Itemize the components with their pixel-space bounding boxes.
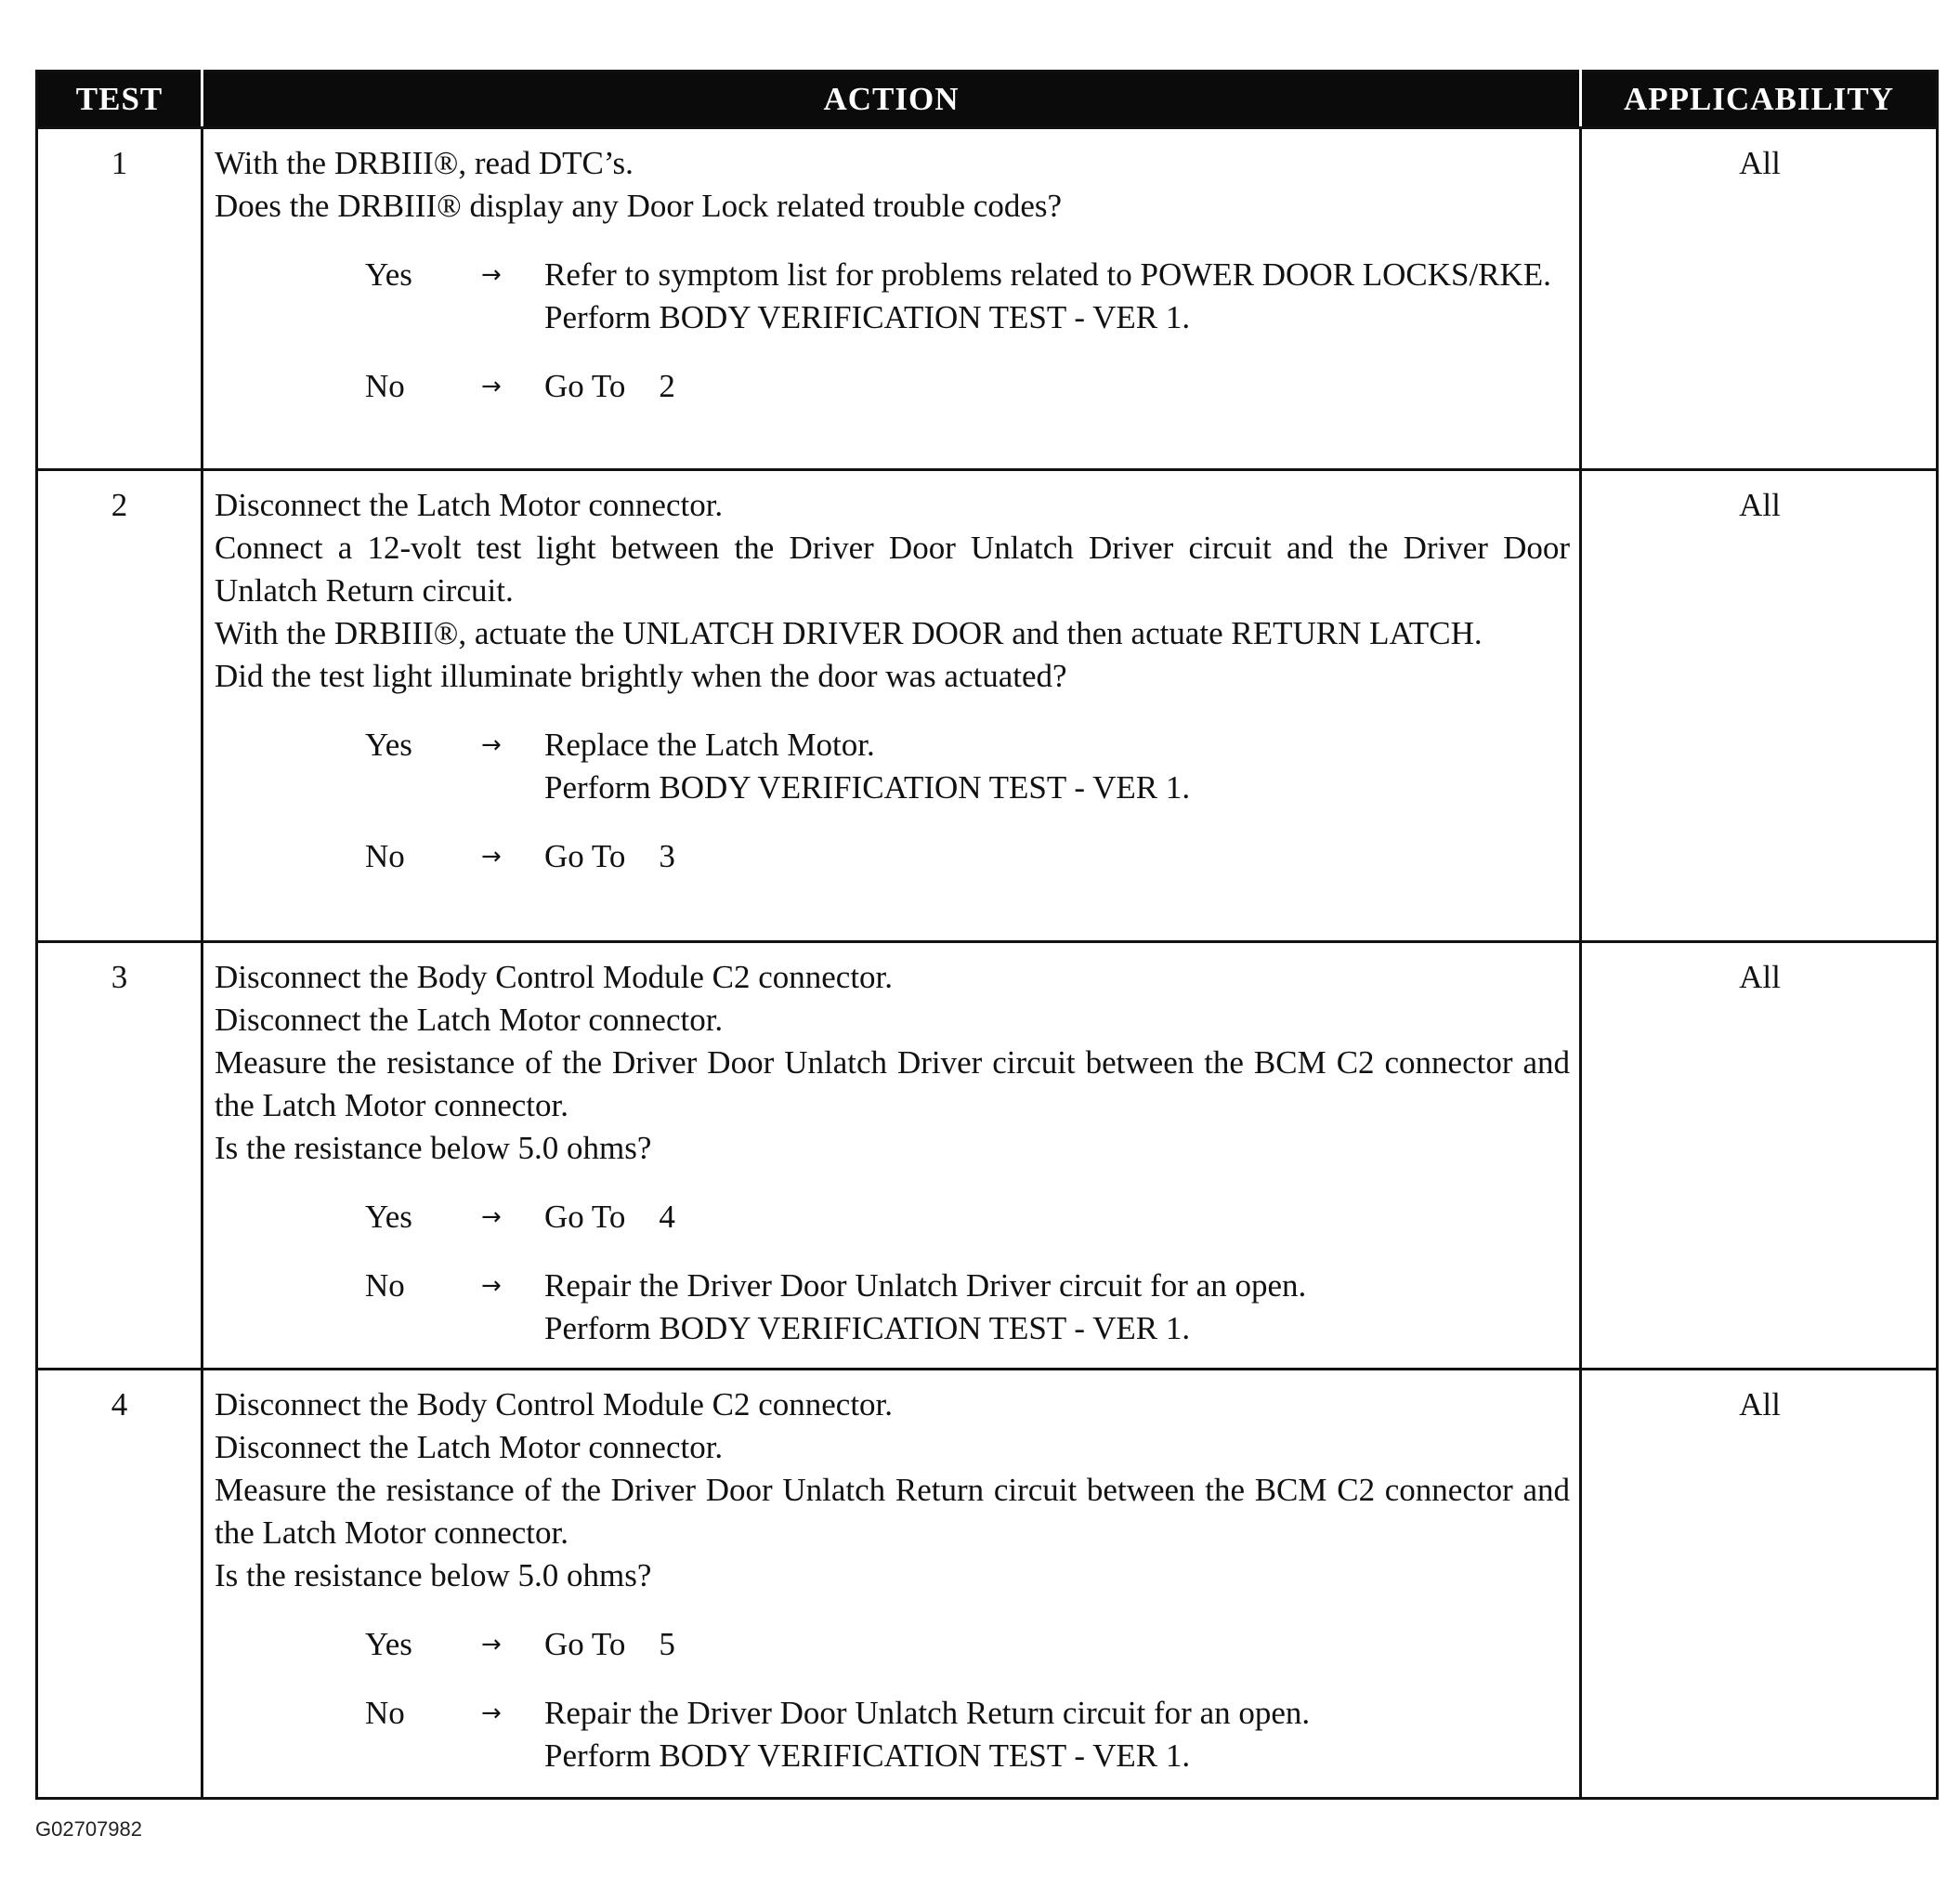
applicability-cell: All <box>1581 1370 1938 1799</box>
goto-step-number: 3 <box>659 838 675 874</box>
yes-label: Yes <box>365 1199 412 1235</box>
table-row <box>37 128 1938 470</box>
right-arrow-icon: → <box>481 1699 502 1727</box>
goto-step-number: 5 <box>659 1626 675 1662</box>
action-cell <box>203 942 1581 1370</box>
yes-result <box>544 254 1570 339</box>
no-branch <box>215 835 1570 878</box>
action-step: Disconnect the Body Control Module C2 connector. <box>215 1386 894 1422</box>
yes-branch <box>215 254 1570 339</box>
goto-step-number: 4 <box>659 1199 675 1235</box>
test-number: 3 <box>37 942 203 1370</box>
yes-label: Yes <box>365 1626 412 1662</box>
test-number: 4 <box>37 1370 203 1799</box>
result-line: Repair the Driver Door Unlatch Return circuit for an open. <box>544 1695 1311 1731</box>
right-arrow-icon: → <box>481 261 502 289</box>
no-result <box>544 365 1570 408</box>
action-cell <box>203 1370 1581 1799</box>
table-row <box>37 470 1938 942</box>
applicability-cell: All <box>1581 942 1938 1370</box>
figure-id: G02707982 <box>35 1817 142 1841</box>
result-line: Refer to symptom list for problems related to POWER DOOR LOCKS/RKE. <box>544 256 1551 293</box>
action-step: Measure the resistance of the Driver Door Unlatch Driver circuit between the BCM C2 connector and the Latch Motor connector. <box>215 1044 1570 1123</box>
action-step: Measure the resistance of the Driver Door Unlatch Return circuit between the BCM C2 connector and the Latch Motor connector. <box>215 1472 1570 1551</box>
goto-text: Go To <box>544 368 626 404</box>
no-label: No <box>365 1267 405 1304</box>
no-branch <box>215 1692 1570 1777</box>
header-row <box>37 72 1938 128</box>
right-arrow-icon: → <box>481 373 502 400</box>
yes-result <box>544 724 1570 809</box>
action-cell <box>203 470 1581 942</box>
action-step: Is the resistance below 5.0 ohms? <box>215 1557 652 1593</box>
yes-result <box>544 1196 1570 1239</box>
right-arrow-icon: → <box>481 731 502 759</box>
yes-label: Yes <box>365 727 412 763</box>
result-line: Repair the Driver Door Unlatch Driver circuit for an open. <box>544 1267 1307 1304</box>
result-line: Perform BODY VERIFICATION TEST - VER 1. <box>544 1737 1191 1774</box>
no-result <box>544 835 1570 878</box>
action-step: Disconnect the Latch Motor connector. <box>215 1002 724 1038</box>
right-arrow-icon: → <box>481 1203 502 1231</box>
no-label: No <box>365 838 405 874</box>
yes-label: Yes <box>365 256 412 293</box>
goto-text: Go To <box>544 838 626 874</box>
no-branch <box>215 1265 1570 1350</box>
no-label: No <box>365 1695 405 1731</box>
table-header <box>37 72 1938 128</box>
header-action: ACTION <box>203 72 1581 128</box>
yes-branch <box>215 1196 1570 1239</box>
header-applicability: APPLICABILITY <box>1581 72 1938 128</box>
result-line: Perform BODY VERIFICATION TEST - VER 1. <box>544 1310 1191 1346</box>
no-branch <box>215 365 1570 408</box>
no-label: No <box>365 368 405 404</box>
test-number: 2 <box>37 470 203 942</box>
result-line: Perform BODY VERIFICATION TEST - VER 1. <box>544 769 1191 806</box>
diagnostic-test-table <box>35 70 1939 1800</box>
header-test: TEST <box>37 72 203 128</box>
table-body <box>37 128 1938 1799</box>
yes-branch <box>215 724 1570 809</box>
table-row <box>37 942 1938 1370</box>
result-line: Perform BODY VERIFICATION TEST - VER 1. <box>544 299 1191 335</box>
applicability-cell: All <box>1581 470 1938 942</box>
action-step: Disconnect the Latch Motor connector. <box>215 487 724 523</box>
action-step: With the DRBIII®, read DTC’s. <box>215 145 634 181</box>
no-result <box>544 1692 1570 1777</box>
action-step: Connect a 12-volt test light between the Driver Door Unlatch Driver circuit and the Driver Door Unlatch Return circuit. <box>215 530 1570 609</box>
right-arrow-icon: → <box>481 843 502 871</box>
goto-step-number: 2 <box>659 368 675 404</box>
result-line: Replace the Latch Motor. <box>544 727 875 763</box>
no-result <box>544 1265 1570 1350</box>
table-row <box>37 1370 1938 1799</box>
action-step: With the DRBIII®, actuate the UNLATCH DRIVER DOOR and then actuate RETURN LATCH. <box>215 615 1483 651</box>
action-step: Did the test light illuminate brightly when the door was actuated? <box>215 658 1067 694</box>
goto-text: Go To <box>544 1626 626 1662</box>
right-arrow-icon: → <box>481 1631 502 1658</box>
action-step: Disconnect the Latch Motor connector. <box>215 1429 724 1465</box>
test-number: 1 <box>37 128 203 470</box>
action-step: Is the resistance below 5.0 ohms? <box>215 1130 652 1166</box>
action-step: Does the DRBIII® display any Door Lock related trouble codes? <box>215 188 1063 224</box>
right-arrow-icon: → <box>481 1272 502 1300</box>
yes-branch <box>215 1623 1570 1666</box>
action-step: Disconnect the Body Control Module C2 connector. <box>215 959 894 995</box>
applicability-cell: All <box>1581 128 1938 470</box>
goto-text: Go To <box>544 1199 626 1235</box>
action-cell <box>203 128 1581 470</box>
yes-result <box>544 1623 1570 1666</box>
